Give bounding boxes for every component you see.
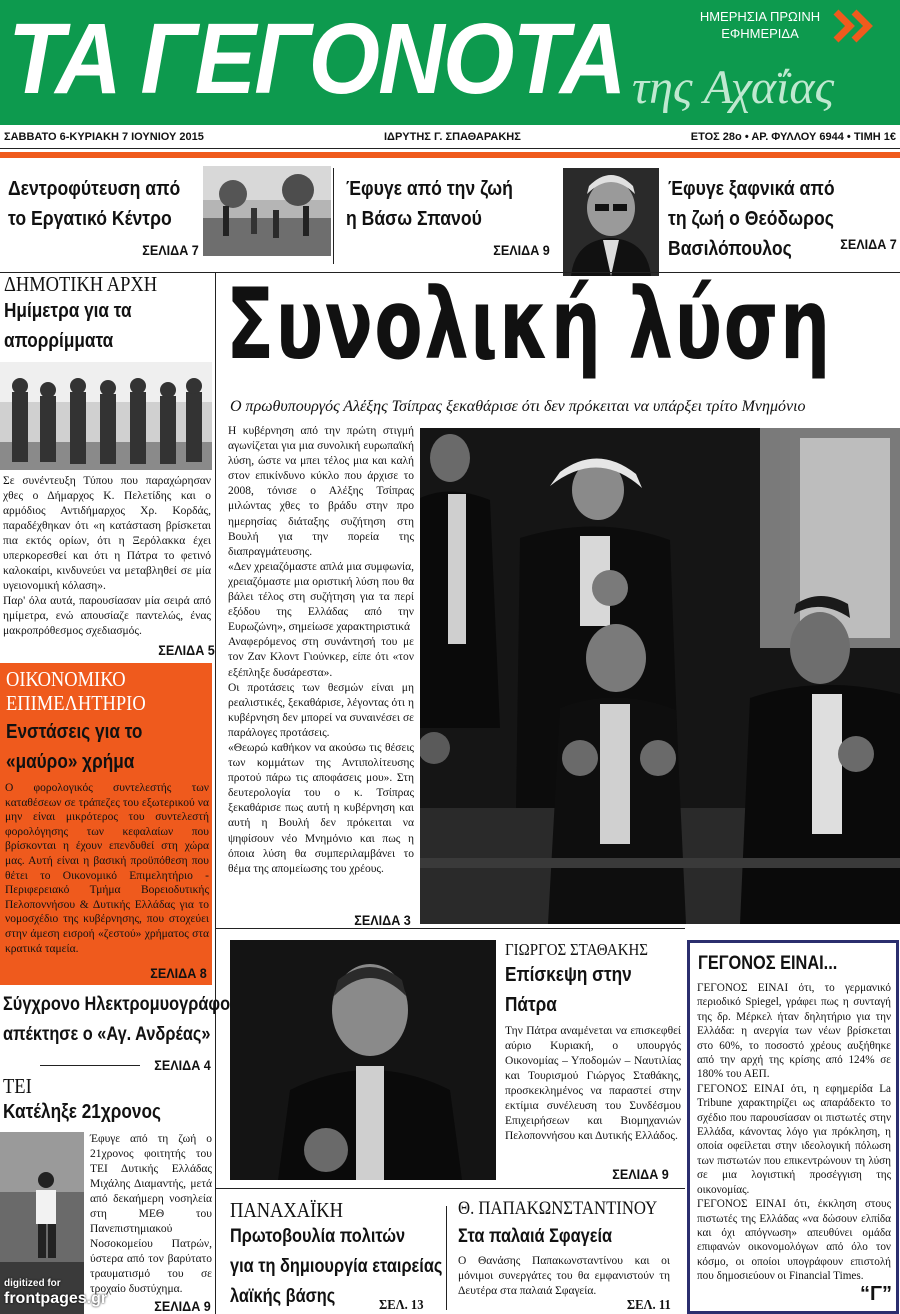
lead-para-3: Αναφερόμενος στη συνάντησή του με τον Ζαν Κλοντ Γιούνκερ, είπε ότι «τον εξέπληξε δυσάρεστα». — [228, 636, 414, 679]
panachaiki-page: ΣΕΛ. 13 — [378, 1298, 424, 1313]
teaser-2-line2: η Βάσω Σπανού — [346, 208, 482, 230]
double-chevron-icon — [832, 6, 878, 46]
chamber-head-line2: «μαύρο» χρήμα — [6, 751, 135, 773]
lead-page: ΣΕΛΙΔΑ 3 — [354, 912, 411, 928]
chamber-page: ΣΕΛΙΔΑ 8 — [150, 965, 207, 981]
hospital-rule — [40, 1065, 140, 1066]
issue-info: ΕΤΟΣ 28ο • ΑΡ. ΦΥΛΛΟΥ 6944 • ΤΙΜΗ 1€ — [690, 131, 896, 143]
teaser-1-line1: Δεντροφύτευση από — [8, 178, 181, 200]
chamber-headline[interactable] — [6, 717, 165, 777]
tei-kicker: ΤΕΙ — [3, 1074, 32, 1098]
fact-para-2: ΓΕΓΟΝΟΣ ΕΙΝΑΙ ότι, η εφημερίδα La Tribune χαρακτηρίζει ως απαράδεκτο το σχέδιο που παρουσίασαν οι πιστωτές στην Ελλάδα, κάνοντας λόγο για πρόκληση, η οποία οφείλεται στην ιδεολογική πόλωση των πιστωτών που επικεντρώνουν τη λύση σε μια λογιστική προσέγγιση της οικονομίας. — [697, 1082, 891, 1196]
tagline — [680, 8, 840, 42]
bottom-row-rule — [215, 1188, 685, 1189]
minister-photo — [230, 940, 496, 1180]
visit-page: ΣΕΛΙΔΑ 9 — [612, 1166, 669, 1182]
visit-body: Την Πάτρα αναμένεται να επισκεφθεί αύριο Κυριακή, ο υπουργός Οικονομίας – Υποδομών – Ναυτιλίας και Τουρισμού Γιώργος Σταθάκης, προσκεκλημένος να παραστεί στην εκτίμια συνέλευση του Συνδέσμου Επιχειρήσεων και Βιομηχανιών Πελοποννήσου και Δυτικής Ελλάδος. — [505, 1025, 681, 1142]
panachaiki-headline[interactable] — [230, 1222, 477, 1312]
papakon-page: ΣΕΛ. 11 — [626, 1298, 671, 1313]
lead-para-4: Οι προτάσεις των θεσμών είναι μη ρεαλιστικές, ξεκαθάρισε, λέγοντας ότι η κυβέρνηση δεν μπορεί να συναινέσει σε παράλογες προτάσεις. — [228, 681, 414, 739]
panachaiki-head-line2: για τη δημιουργία εταιρείας — [230, 1256, 443, 1277]
teaser-3-page: ΣΕΛΙΔΑ 7 — [840, 236, 897, 252]
hospital-head-line2: απέκτησε ο «Αγ. Ανδρέας» — [3, 1024, 211, 1045]
municipal-head-line1: Ημίμετρα για τα — [4, 300, 132, 322]
tei-body: Έφυγε από τη ζωή ο 21χρονος φοιτητής του ΤΕΙ Δυτικής Ελλάδας Μιχάλης Διαμαντής, μετά από δεκαήμερη νοσηλεία στη ΜΕΘ του Πανεπιστημιακού Νοσοκομείου Πατρών, ύστερα από τον βαρύτατο τραυματισμό του σε τροχαίο δυστύχημα. — [90, 1133, 212, 1295]
municipal-headline[interactable] — [4, 296, 152, 356]
watermark-line2: frontpages.gr — [4, 1290, 108, 1307]
teaser-row — [0, 160, 900, 272]
bottom-row-divider — [446, 1206, 447, 1310]
visit-kicker: ΓΙΩΡΓΟΣ ΣΤΑΘΑΚΗΣ — [505, 940, 649, 959]
visit-head-line1: Επίσκεψη στην — [505, 964, 632, 986]
papakon-headline[interactable]: Στα παλαιά Σφαγεία — [458, 1226, 613, 1247]
portrait-image — [563, 168, 659, 276]
teaser-2-page: ΣΕΛΙΔΑ 9 — [493, 242, 550, 258]
tei-headline[interactable]: Κατέληξε 21χρονος — [3, 1101, 161, 1123]
main-headline[interactable]: Συνολική λύση — [226, 268, 832, 382]
lead-bottom-rule — [215, 928, 685, 929]
lead-para-1: Η κυβέρνηση από την πρώτη στιγμή αγωνίζεται για μια συνολική ευρωπαϊκή λύση, ώστε να μπει τέλος μια και καλή στον επικίνδυνο κύκλο που άρχισε το 2008, τόνισε ο Αλέξης Τσίπρας μιλώντας χθες το βράδυ στην προ ημερησίας διάταξης συζήτηση στη Βουλή για την πορεία της διαπραγμάτευσης. — [228, 425, 414, 558]
teaser-1[interactable] — [8, 174, 204, 234]
municipal-photo — [0, 362, 212, 470]
main-subhead: Ο πρωθυπουργός Αλέξης Τσίπρας ξεκαθάρισε ότι δεν πρόκειται να υπάρξει τρίτο Μνημόνιο — [230, 398, 806, 415]
visit-headline[interactable] — [505, 960, 652, 1020]
fact-para-1: ΓΕΓΟΝΟΣ ΕΙΝΑΙ ότι, το γερμανικό περιοδικό Spiegel, γράφει πως η συνταγή της δρ. Μέρκελ ήταν δηλητήριο για την Ελλάδα: η ανεργία των νέων βρίσκεται στο 60%, το ποσοστό χρέους αυξήθηκε από την αρχή της κρίσης από 124% σε 180% του ΑΕΠ. — [697, 982, 891, 1081]
teaser-2[interactable] — [346, 174, 536, 234]
teaser-divider — [333, 168, 334, 264]
newspaper-subtitle: της Αχαΐας — [632, 61, 835, 114]
hospital-headline[interactable] — [3, 990, 267, 1050]
hospital-head-line1: Σύγχρονο Ηλεκτρομυογράφο — [3, 994, 231, 1015]
lead-para-5: «Θεωρώ καθήκον να ακούσω τις θέσεις των κομμάτων της Αντιπολίτευσης προτού πάρω τις αποφάσεις μου». Στη δευτερολογία του ο κ. Τσίπρας ξεκαθάρισε πως αυτή η κυβέρνηση και αυτή η Βουλή δεν πρόκειται να ψηφίσουν νέο Μνημόνιο και πως η όποια λύση θα συμπεριλαμβάνει το θέμα της απομείωσης του χρέους. — [228, 741, 414, 875]
dateline-bar — [0, 127, 900, 149]
papakon-body: Ο Θανάσης Παπακωνσταντίνου και οι μόνιμοι συνεργάτες του θα εμφανιστούν τη Δευτέρα στα παλαιά Σφαγεία. — [458, 1255, 670, 1297]
header-rule — [0, 152, 900, 158]
issue-date: ΣΑΒΒΑΤΟ 6-ΚΥΡΙΑΚΗ 7 ΙΟΥΝΙΟΥ 2015 — [4, 131, 204, 143]
tagline-line2: ΕΦΗΜΕΡΙΔΑ — [721, 26, 799, 41]
lead-body — [228, 424, 414, 877]
parliament-image — [420, 428, 900, 924]
newspaper-title[interactable]: ΤΑ ΓΕΓΟΝΟΤΑ — [8, 3, 625, 115]
municipal-para-1: Σε συνέντευξη Τύπου που παραχώρησαν χθες ο Δήμαρχος Κ. Πελετίδης και ο αρμόδιος Αντιδήμαρχος Χρ. Κορδάς, παραδέχθηκαν ότι «η κατάσταση βρίσκεται πια εκτός ορίων, ότι η Ξερόλακκα έχει υπερκορεσθεί και ότι η Πάτρα το φετινό καλοκαίρι, κινδυνεύει να μεταβληθεί σε μία υγειονομική κόλαση». — [3, 475, 211, 592]
tree-planting-image — [203, 166, 331, 256]
lead-para-2: «Δεν χρειαζόμαστε απλά μια συμφωνία, χρειαζόμαστε μια οριστική λύση που θα βάλει τέλος στη συζήτηση για τα περί εξόδου της Ελλάδας από την Ευρωζώνη», σημείωσε χαρακτηριστικά — [228, 560, 414, 634]
panachaiki-kicker: ΠΑΝΑΧΑΪΚΗ — [230, 1198, 343, 1222]
municipal-head-line2: απορρίμματα — [4, 330, 114, 352]
teaser-2-line1: Έφυγε από την ζωή — [346, 178, 513, 200]
teaser-1-line2: το Εργατικό Κέντρο — [8, 208, 172, 230]
panachaiki-head-line1: Πρωτοβουλία πολιτών — [230, 1226, 406, 1247]
teaser-3-line2: τη ζωή ο Θεόδωρος — [668, 208, 834, 230]
hospital-page: ΣΕΛΙΔΑ 4 — [154, 1057, 211, 1073]
municipal-page: ΣΕΛΙΔΑ 5 — [158, 642, 215, 658]
municipal-body — [3, 474, 211, 639]
parliament-photo — [420, 428, 900, 924]
fact-body — [697, 981, 891, 1284]
papakon-kicker: Θ. ΠΑΠΑΚΩΝΣΤΑΝΤΙΝΟΥ — [458, 1198, 658, 1219]
chamber-head-line1: Ενστάσεις για το — [6, 721, 143, 743]
tree-planting-photo — [203, 166, 331, 256]
teaser-3[interactable] — [668, 174, 857, 264]
press-conference-image — [0, 362, 212, 470]
teaser-3-line1: Έφυγε ξαφνικά από — [668, 178, 835, 200]
masthead — [0, 0, 900, 125]
fact-para-3: ΓΕΓΟΝΟΣ ΕΙΝΑΙ ότι, έκκληση στους πιστωτές της Ελλάδας «να δώσουν ελπίδα και όχι απόγνωση» απευθύνει ομάδα επιφανών οικονομολόγων από όλο τον κόσμο, οι οποίοι υπογράφουν επιστολή που δημοσιεύουν οι Financial Times. — [697, 1198, 891, 1283]
chamber-kicker-line2: ΕΠΙΜΕΛΗΤΗΡΙΟ — [6, 691, 146, 715]
founder: ΙΔΡΥΤΗΣ Γ. ΣΠΑΘΑΡΑΚΗΣ — [384, 131, 521, 143]
watermark-line1: digitized for — [4, 1278, 61, 1289]
municipal-para-2: Παρ' όλα αυτά, παρουσίασαν μία σειρά από ημίμετρα, ενώ απουσίαζε παντελώς, ένας μακροπρόθεσμος σχεδιασμός. — [3, 595, 211, 637]
minister-image — [230, 940, 496, 1180]
fact-title[interactable]: ΓΕΓΟΝΟΣ ΕΙΝΑΙ... — [698, 953, 838, 974]
panachaiki-head-line3: λαϊκής βάσης — [230, 1286, 336, 1307]
teaser-3-line3: Βασιλόπουλος — [668, 238, 792, 260]
fact-box — [687, 940, 899, 1314]
chamber-kicker-line1: ΟΙΚΟΝΟΜΙΚΟ — [6, 667, 126, 691]
portrait-photo — [563, 168, 659, 276]
chamber-box — [0, 663, 212, 985]
visit-head-line2: Πάτρα — [505, 994, 557, 1016]
tei-page: ΣΕΛΙΔΑ 9 — [154, 1298, 211, 1314]
fact-signature: “Γ” — [860, 1283, 893, 1305]
left-column-divider — [215, 272, 216, 1314]
chamber-body: Ο φορολογικός συντελεστής των καταθέσεων σε τράπεζες του εξωτερικού να μην είναι μικρότερος του συντελεστή φορολόγησης των κεφαλαίων που βρίσκονται η έχουν επενδυθεί στη χώρα μας. Αυτή είναι η βασική προϋπόθεση που θέτει το Οικονομικό Επιμελητήριο - Περιφερειακό Τμήμα Βορειοδυτικής Πελοποννήσου & Δυτικής Ελλάδας για το νομοσχέδιο της κυβέρνησης, που στοχεύει στην άμεση εισροή «ζεστού» χρήματος στα κρατικά ταμεία. — [5, 782, 209, 955]
tagline-line1: ΗΜΕΡΗΣΙΑ ΠΡΩΙΝΗ — [699, 9, 821, 24]
teaser-1-page: ΣΕΛΙΔΑ 7 — [142, 242, 199, 258]
municipal-kicker: ΔΗΜΟΤΙΚΗ ΑΡΧΗ — [4, 272, 158, 296]
